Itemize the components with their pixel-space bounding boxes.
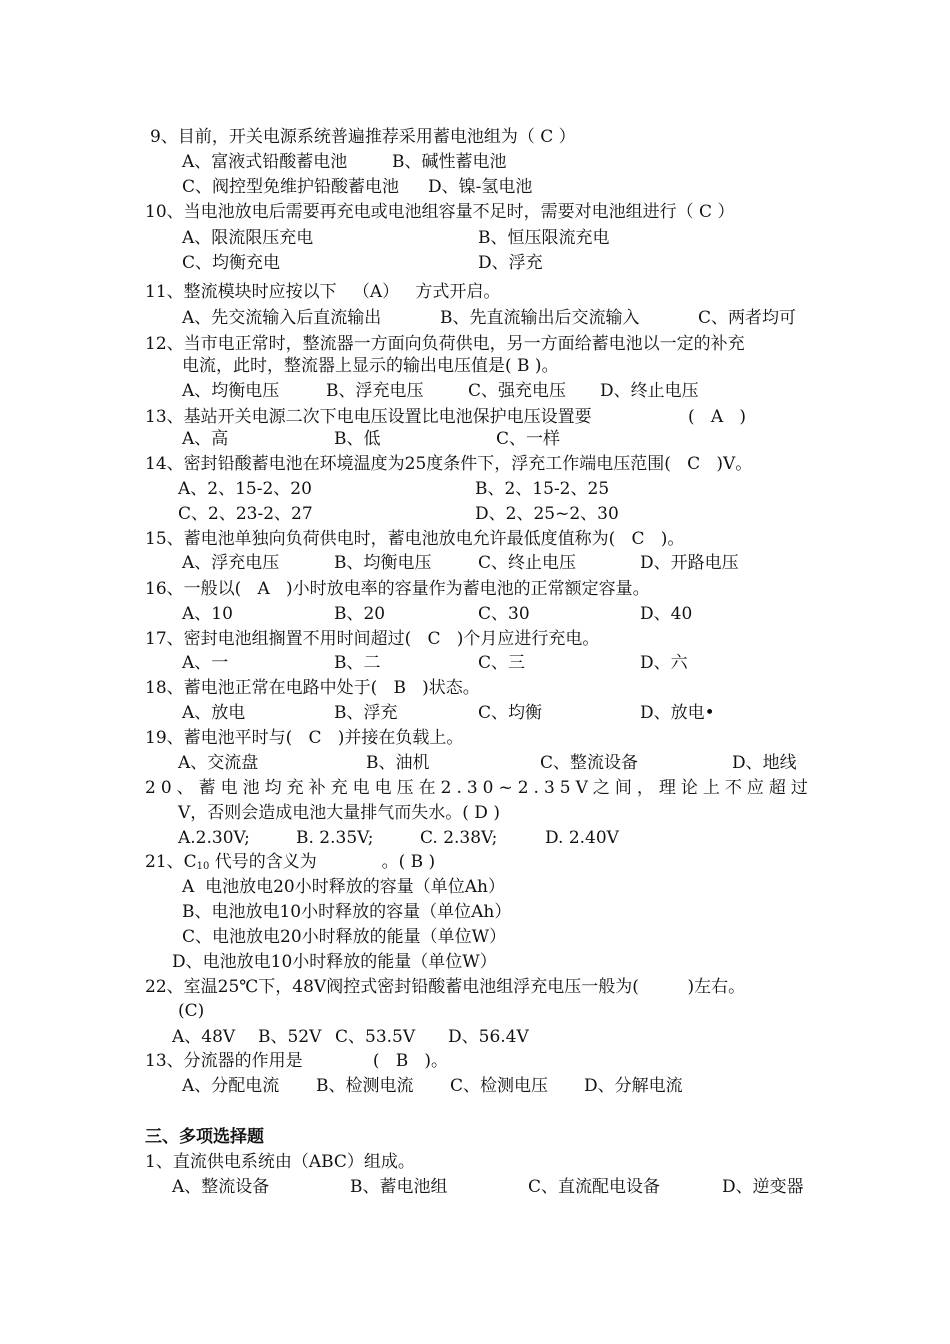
q13a-stem: 13、基站开关电源二次下电电压设置比电池保护电压设置要	[145, 407, 592, 427]
q18-option-b: B、浮充	[334, 703, 398, 723]
q18-option-c: C、均衡	[478, 703, 543, 723]
q11-option-c: C、两者均可	[698, 308, 797, 328]
q19-option-d: D、地线	[732, 753, 797, 773]
s3-q1-option-d: D、逆变器	[722, 1177, 804, 1197]
s3-q1-option-c: C、直流配电设备	[528, 1177, 661, 1197]
q16-option-d: D、40	[640, 604, 693, 624]
q11-stem: 11、整流模块时应按以下 （A） 方式开启。	[145, 282, 501, 302]
q14-option-a: A、2、15-2、20	[178, 479, 312, 499]
s3-q1-option-a: A、整流设备	[172, 1177, 270, 1197]
q9-option-d: D、镍-氢电池	[428, 177, 533, 197]
q21-option-b: B、电池放电10小时释放的容量（单位Ah）	[182, 902, 512, 922]
q13b-option-d: D、分解电流	[584, 1076, 683, 1096]
q21-option-d: D、电池放电10小时释放的能量（单位W）	[172, 952, 497, 972]
q17-option-b: B、二	[334, 653, 381, 673]
q14-option-d: D、2、25~2、30	[475, 504, 619, 524]
q13a-answer: ( A )	[688, 407, 746, 427]
q17-stem: 17、密封电池组搁置不用时间超过( C )个月应进行充电。	[145, 629, 600, 649]
q13b-option-c: C、检测电压	[450, 1076, 549, 1096]
q12-option-a: A、均衡电压	[182, 381, 280, 401]
q17-option-d: D、六	[640, 653, 688, 673]
q17-option-c: C、三	[478, 653, 526, 673]
q10-option-b: B、恒压限流充电	[478, 228, 610, 248]
s3-q1-option-b: B、蓄电池组	[350, 1177, 448, 1197]
q16-stem: 16、一般以( A )小时放电率的容量作为蓄电池的正常额定容量。	[145, 579, 650, 599]
q19-option-a: A、交流盘	[178, 753, 259, 773]
section-heading-multiple-choice: 三、多项选择题	[145, 1127, 264, 1147]
q19-option-c: C、整流设备	[540, 753, 639, 773]
q10-stem: 10、当电池放电后需要再充电或电池组容量不足时，需要对电池组进行（ C ）	[145, 202, 735, 222]
q22-answer: (C)	[178, 1001, 205, 1021]
q9-option-a: A、富液式铅酸蓄电池	[182, 152, 348, 172]
q17-option-a: A、一	[182, 653, 229, 673]
q18-option-a: A、放电	[182, 703, 246, 723]
q13b-stem: 13、分流器的作用是 ( B )。	[145, 1051, 449, 1071]
q9-option-b: B、碱性蓄电池	[392, 152, 507, 172]
q15-option-c: C、终止电压	[478, 553, 577, 573]
q20-option-b: B. 2.35V;	[296, 828, 374, 848]
q19-stem: 19、蓄电池平时与( C )并接在负载上。	[145, 728, 464, 748]
q18-stem: 18、蓄电池正常在电路中处于( B )状态。	[145, 678, 480, 698]
q20-option-c: C. 2.38V;	[420, 828, 498, 848]
q16-option-c: C、30	[478, 604, 530, 624]
q12-stem-line1: 12、当市电正常时，整流器一方面向负荷供电，另一方面给蓄电池以一定的补充	[145, 334, 745, 354]
q15-option-b: B、均衡电压	[334, 553, 432, 573]
q20-stem-line2: V，否则会造成电池大量排气而失水。( D )	[178, 803, 500, 823]
q15-option-d: D、开路电压	[640, 553, 739, 573]
q9-option-c: C、阀控型免维护铅酸蓄电池	[182, 177, 400, 197]
q13b-option-b: B、检测电流	[316, 1076, 414, 1096]
q22-option-c: C、53.5V	[335, 1027, 416, 1047]
q20-option-a: A.2.30V;	[178, 828, 250, 848]
q21-option-a: A 电池放电20小时释放的容量（单位Ah）	[182, 877, 505, 897]
q21-option-c: C、电池放电20小时释放的能量（单位W）	[182, 927, 507, 947]
q19-option-b: B、油机	[366, 753, 430, 773]
s3-q1-stem: 1、直流供电系统由（ABC）组成。	[145, 1152, 415, 1172]
q14-option-b: B、2、15-2、25	[475, 479, 610, 499]
q12-stem-line2: 电流，此时，整流器上显示的输出电压值是( B )。	[182, 356, 559, 376]
q13a-option-c: C、一样	[496, 429, 561, 449]
q12-option-b: B、浮充电压	[326, 381, 424, 401]
q13a-option-a: A、高	[182, 429, 229, 449]
q12-option-d: D、终止电压	[600, 381, 699, 401]
q12-option-c: C、强充电压	[468, 381, 567, 401]
q16-option-b: B、20	[334, 604, 386, 624]
q10-option-c: C、均衡充电	[182, 253, 281, 273]
q9-stem: 9、目前，开关电源系统普遍推荐采用蓄电池组为（ C ）	[150, 127, 576, 147]
q14-option-c: C、2、23-2、27	[178, 504, 313, 524]
q22-option-d: D、56.4V	[448, 1027, 529, 1047]
q11-option-a: A、先交流输入后直流输出	[182, 308, 382, 328]
q11-option-b: B、先直流输出后交流输入	[440, 308, 640, 328]
q22-option-b: B、52V	[258, 1027, 322, 1047]
q22-option-a: A、48V	[172, 1027, 236, 1047]
q15-option-a: A、浮充电压	[182, 553, 280, 573]
q22-stem: 22、室温25℃下，48V阀控式密封铅酸蓄电池组浮充电压一般为( )左右。	[145, 977, 746, 997]
q10-option-d: D、浮充	[478, 253, 543, 273]
q20-stem-line1: 20、蓄电池均充补充电电压在2.30~2.35V之间，理论上不应超过	[145, 778, 813, 798]
q21-stem-subscript: 10	[196, 861, 210, 872]
q21-stem-prefix: 21、C	[145, 852, 197, 872]
q20-option-d: D. 2.40V	[545, 828, 619, 848]
q18-option-d: D、放电•	[640, 703, 715, 723]
q10-option-a: A、限流限压充电	[182, 228, 314, 248]
q16-option-a: A、10	[182, 604, 233, 624]
q15-stem: 15、蓄电池单独向负荷供电时，蓄电池放电允许最低度值称为( C )。	[145, 529, 685, 549]
q14-stem: 14、密封铅酸蓄电池在环境温度为25度条件下，浮充工作端电压范围( C )V。	[145, 454, 753, 474]
q13a-option-b: B、低	[334, 429, 381, 449]
q21-stem-suffix: 代号的含义为 。( B )	[209, 852, 436, 872]
q13b-option-a: A、分配电流	[182, 1076, 280, 1096]
